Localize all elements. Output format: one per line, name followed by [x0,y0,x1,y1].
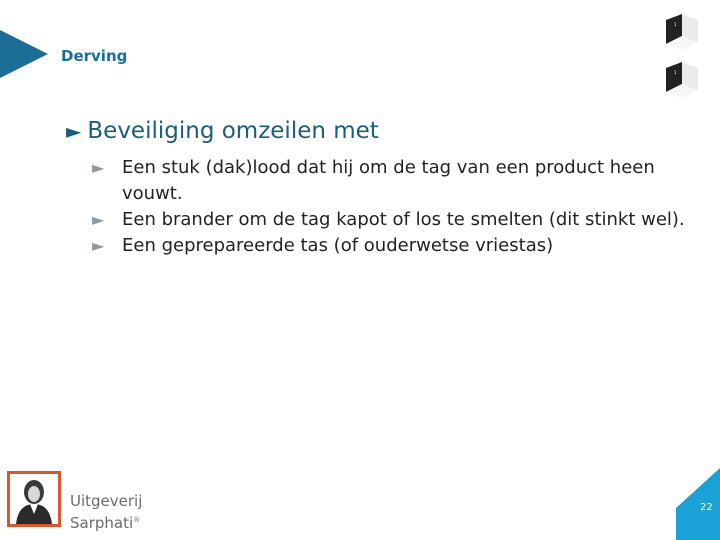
portrait-icon [10,474,58,524]
bullet-list [92,155,712,259]
bullet-text: Een geprepareerde tas (of ouderwetse vriestas) [122,235,554,256]
publisher-line1: Uitgeverij [70,492,143,510]
bullet-marker-icon: ► [92,210,105,229]
heading-text: Beveiliging omzeilen met [87,118,379,144]
slide-heading [66,118,379,144]
section-title: Derving [61,47,128,65]
decorative-cubes-icon [660,12,708,108]
svg-text:1: 1 [674,22,677,27]
list-item [92,207,712,233]
bullet-text: Een stuk (dak)lood dat hij om de tag van een product heen vouwt. [122,157,655,204]
publisher-logo [7,471,61,527]
section-triangle-icon [0,30,48,78]
registered-mark: ® [133,516,141,524]
list-item [92,233,712,259]
publisher-line2: Sarphati [70,514,134,532]
page-number: 22 [700,502,713,513]
publisher-name [70,492,142,533]
svg-text:1: 1 [674,70,677,75]
bullet-text: Een brander om de tag kapot of los te smelten (dit stinkt wel). [122,209,685,230]
page-number-corner [676,468,720,540]
heading-marker-icon: ► [66,119,82,143]
list-item [92,155,712,207]
bullet-marker-icon: ► [92,158,105,177]
bullet-marker-icon: ► [92,236,105,255]
